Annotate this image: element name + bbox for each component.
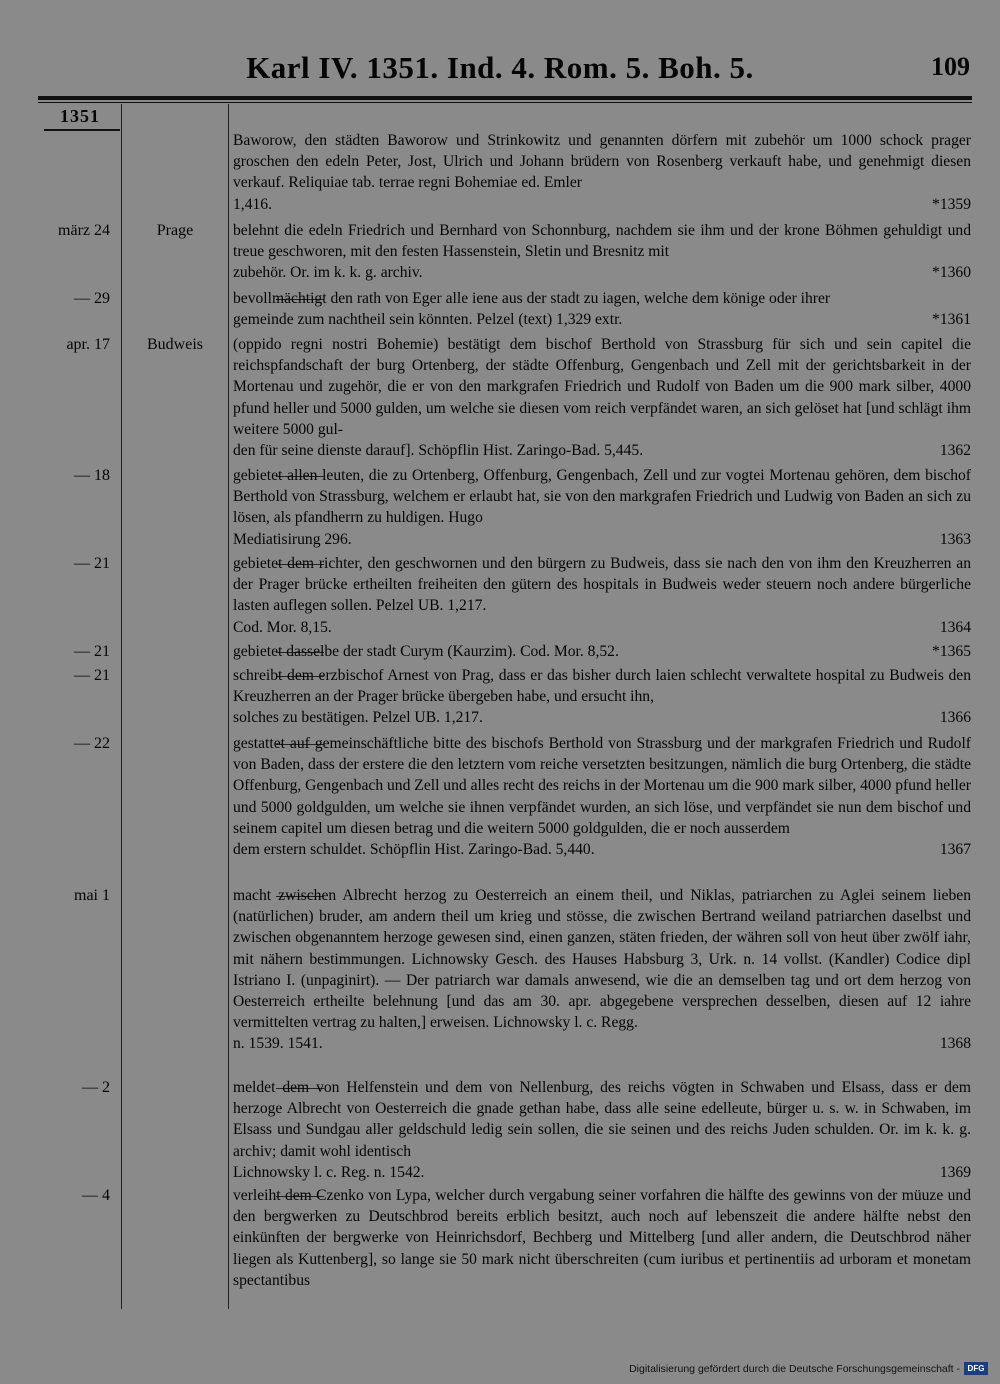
entry-reference-line — [233, 440, 971, 461]
entry-text — [233, 641, 971, 662]
entry-reference-line — [233, 641, 971, 662]
entry-body: bevollmächtigt den rath von Eger alle iene aus der stadt zu iagen, welche dem könige oder ihrer — [233, 290, 831, 307]
header-rule-thin — [38, 102, 972, 103]
entry-body: (oppido regni nostri Bohemie) bestätigt dem bischof Berthold von Strassburg für sich und sein capitel die reichspfandschaft der burg Ortenberg, der städte Offenburg, Gengenbach und Zell mit der gerichtsbarkeit in der Mortenau und zugehör, die er von den markgrafen Friedrich und Rudolf von Baden um die 900 mark silber, 4000 pfund heller und 5000 gulden, um welche sie diesen vom reich verpfändet waren, an sich gelöset hat [und schlägt ihm weitere 5000 gul- — [233, 336, 971, 438]
entry-text — [233, 334, 971, 461]
entry-date: — 18 — [74, 467, 110, 484]
digitization-credit: Digitalisierung gefördert durch die Deutsche Forschungsgemeinschaft - — [629, 1363, 960, 1375]
column-divider-date — [121, 104, 122, 1309]
entry-body: gestattet auf gemeinschäftliche bitte des bischofs Berthold von Strassburg und der markgrafen Friedrich und Rudolf von Baden, dass der erstere die den letztern vom reiche versetzten besitzungen, nämlich die burg Ortenberg, die städte Offenburg, Gengenbach und Zell und alles recht des reichs in der Mortenau um die 900 mark silber, 4000 pfund heller und 5000 goldgulden, um welche sie ihnen verpfändet wurden, an sich löse, und verpfändet sie nun dem bischof und seinem capitel um diesen betrag und die weitern 5000 goldgulden, die er noch ausserdem — [233, 735, 971, 837]
entry-last-line: 1,416. — [233, 195, 272, 213]
column-divider-place — [228, 104, 229, 1309]
entry-text — [233, 465, 971, 550]
entry-date: — 21 — [74, 643, 110, 660]
entry-text — [233, 885, 971, 1055]
entry-body: schreibt dem erzbischof Arnest von Prag, dass er das bisher durch laien schlecht verwaltete hospital zu Budweis den Kreuzherren an der Prager brücke übergeben habe, und ersucht ihn, — [233, 667, 971, 706]
entry-body: Baworow, den städten Baworow und Strinkowitz und genannten dörfern mit zubehör um 1000 schock prager groschen den edeln Peter, Jost, Ulrich und Johann brüdern von Rosenberg verkauft habe, und genehmigt diesen verkauf. Reliquiae tab. terrae regni Bohemiae ed. Emler — [233, 132, 971, 192]
entry-reference-line — [233, 1033, 971, 1054]
entry-place: Prage — [156, 222, 194, 239]
entry-reference-line — [233, 194, 971, 215]
entry-number: *1365 — [932, 643, 971, 660]
entry-number: *1360 — [932, 264, 971, 282]
entry-last-line: gemeinde zum nachtheil sein könnten. Pelzel (text) 1,329 extr. — [233, 311, 623, 329]
entry-last-line: den für seine dienste darauf]. Schöpflin Hist. Zaringo-Bad. 5,445. — [233, 442, 644, 460]
entry-last-line: Cod. Mor. 8,15. — [233, 618, 332, 636]
entry-date: — 21 — [74, 555, 110, 572]
entry-last-line: n. 1539. 1541. — [233, 1035, 323, 1053]
entry-reference-line — [233, 309, 971, 330]
entry-text — [233, 553, 971, 638]
entry-body: gebietet dem richter, den geschwornen und den bürgern zu Budweis, dass sie nach den von ihm den Kreuzherren an der Prager brücke ertheilten freiheiten den gütern des hospitals in Budweis weder steuern noch andere bürgerliche lasten auflegen sollen. Pelzel UB. 1,217. — [233, 555, 971, 615]
entry-date: märz 24 — [58, 222, 110, 239]
entry-text — [233, 220, 971, 284]
entry-date: — 22 — [74, 735, 110, 752]
entry-reference-line — [233, 262, 971, 283]
entry-body: gebietet allen leuten, die zu Ortenberg, Offenburg, Gengenbach, Zell und zur vogtei Mortenau gehören, dem bischof Berthold von Strassburg, welchem er erlaubt hat, sie von den markgrafen Friedrich und Ludwig von Baden an sich zu lösen, als pfandherrn zu huldigen. Hugo — [233, 467, 971, 527]
entry-last-line: Mediatisirung 296. — [233, 530, 352, 548]
entry-number: 1362 — [939, 442, 971, 460]
entry-reference-line — [233, 707, 971, 728]
entry-date: apr. 17 — [66, 336, 110, 353]
entry-date: — 2 — [82, 1079, 110, 1096]
dfg-logo: DFG — [964, 1362, 988, 1375]
entry-text — [233, 1077, 971, 1183]
entry-date: — 4 — [82, 1187, 110, 1204]
entry-text — [233, 1185, 971, 1291]
entry-number: 1368 — [939, 1035, 971, 1053]
entry-body: belehnt die edeln Friedrich und Bernhard von Schonnburg, nachdem sie ihm und der krone Böhmen gehuldigt und treue geschworen, mit den festen Hassenstein, Sletin und Bresnitz mit — [233, 222, 971, 261]
year-underline — [44, 129, 120, 131]
entry-number: 1367 — [939, 841, 971, 859]
entry-date: — 29 — [74, 290, 110, 307]
entry-reference-line — [233, 529, 971, 550]
entry-reference-line — [233, 617, 971, 638]
entry-number: *1361 — [932, 311, 971, 329]
entry-last-line: solches zu bestätigen. Pelzel UB. 1,217. — [233, 709, 483, 727]
entry-last-line: zubehör. Or. im k. k. g. archiv. — [233, 264, 423, 282]
entry-place: Budweis — [147, 336, 203, 353]
entry-text — [233, 733, 971, 860]
entry-body: meldet dem von Helfenstein und dem von Nellenburg, des reichs vögten in Schwaben und Elsass, dass er dem herzoge Albrecht von Oesterreich die gnade gethan habe, dass alle seine edelleute, bürger u. s. w. in Schwaben, im Elsass und Sundgau aller geldschuld ledig sein sollen, die sie seinen und des reichs Juden schulden. Or. im k. k. g. archiv; damit wohl identisch — [233, 1079, 971, 1160]
entry-last-line: gebietet dasselbe der stadt Curym (Kaurzim). Cod. Mor. 8,52. — [233, 643, 619, 660]
entry-number: 1369 — [939, 1163, 971, 1181]
entry-text — [233, 130, 971, 215]
entry-text — [233, 665, 971, 729]
entry-text — [233, 288, 971, 330]
entry-last-line: dem erstern schuldet. Schöpflin Hist. Zaringo-Bad. 5,440. — [233, 841, 595, 859]
entry-last-line: Lichnowsky l. c. Reg. n. 1542. — [233, 1163, 425, 1181]
entry-number: 1364 — [939, 618, 971, 636]
page-number: 109 — [931, 52, 970, 81]
header-rule-thick — [38, 96, 972, 100]
entry-reference-line — [233, 839, 971, 860]
entry-date: mai 1 — [74, 887, 110, 904]
year-heading: 1351 — [60, 106, 100, 126]
entry-number: *1359 — [932, 195, 971, 213]
page-title: Karl IV. 1351. Ind. 4. Rom. 5. Boh. 5. — [246, 50, 754, 85]
entry-number: 1366 — [939, 709, 971, 727]
entry-body: verleiht dem Czenko von Lypa, welcher durch vergabung seiner vorfahren die hälfte des gewinns von der müuze und den bergwerken zu Deutschbrod bereits erblich besitzt, auch noch auf lebenszeit die andere hälfte nebst den einkünften der bergwerke von Heinrichsdorf, Bechberg und Mittelberg [und aller andern, die Deutschbrod näher liegen als Kuttenberg], so lange sie 50 mark nicht überschreiten (cum iuribus et pertinentiis ad urboram et monetam spectantibus — [233, 1187, 971, 1289]
entry-reference-line — [233, 1162, 971, 1183]
entry-body: macht zwischen Albrecht herzog zu Oesterreich an einem theil, und Niklas, patriarchen zu Aglei seinem lieben (natürlichen) bruder, am andern theil um krieg und stösse, die zwischen Bertrand weiland patriarchen daselbst und zwischen obgenanntem herzoge gewesen sind, einen ganzen, stäten frieden, der währen soll von heut über zwölf iahr, mit nähern bestimmungen. Lichnowsky Gesch. des Hauses Habsburg 3, Urk. n. 14 vollst. (Kandler) Codice dipl Istriano I. (unpaginirt). — Der patriarch war damals anwesend, wie die an demselben tag und ort dem herzog von Oesterreich ertheilte belehnung [und das am 30. apr. abgegebene versprechen desselben, diesen auf 12 iahre vermittelten vertrag zu halten,] erweisen. Lichnowsky l. c. Regg. — [233, 887, 971, 1032]
entry-number: 1363 — [939, 530, 971, 548]
entry-date: — 21 — [74, 667, 110, 684]
